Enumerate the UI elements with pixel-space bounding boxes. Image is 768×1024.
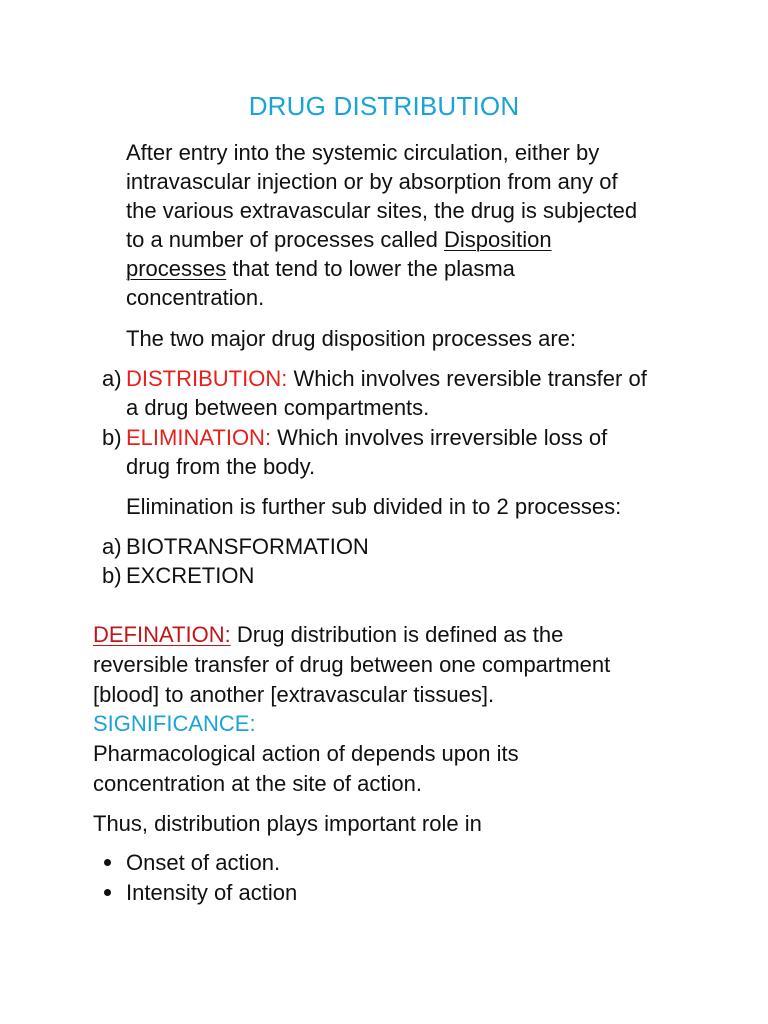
elimination-intro: Elimination is further sub divided in to 2 processes: bbox=[126, 494, 622, 519]
distribution-term: DISTRIBUTION: bbox=[126, 366, 288, 391]
definition-line-1 bbox=[93, 620, 563, 649]
definition-text-1: Drug distribution is defined as the bbox=[230, 622, 564, 647]
list-marker-b: b) bbox=[102, 425, 122, 450]
intro-line-4-text: to a number of processes called bbox=[126, 227, 444, 252]
process-distribution-line-1 bbox=[126, 364, 647, 393]
intro-line-5-text: that tend to lower the plasma bbox=[226, 256, 515, 281]
definition-line-3: [blood] to another [extravascular tissues]. bbox=[93, 682, 495, 707]
list-marker-a: a) bbox=[102, 366, 122, 391]
process-elimination-line-1 bbox=[126, 423, 607, 452]
bullet-onset: Onset of action. bbox=[126, 850, 281, 875]
major-processes-intro: The two major drug disposition processes are: bbox=[126, 326, 576, 351]
intro-line-4 bbox=[126, 225, 552, 254]
elimination-item-biotransformation: BIOTRANSFORMATION bbox=[126, 534, 369, 559]
intro-line-2: intravascular injection or by absorption from any of bbox=[126, 169, 618, 194]
intro-line-1: After entry into the systemic circulation, either by bbox=[126, 140, 600, 165]
elimination-term: ELIMINATION: bbox=[126, 425, 272, 450]
definition-line-2: reversible transfer of drug between one compartment bbox=[93, 652, 611, 677]
distribution-desc-1: Which involves reversible transfer of bbox=[287, 366, 647, 391]
page-title: DRUG DISTRIBUTION bbox=[248, 91, 520, 121]
list-marker-b2: b) bbox=[102, 563, 122, 588]
significance-line-2: concentration at the site of action. bbox=[93, 771, 422, 796]
bullet-dot-2 bbox=[104, 889, 111, 896]
bullet-dot-1 bbox=[104, 859, 111, 866]
elimination-desc-1: Which involves irreversible loss of bbox=[271, 425, 608, 450]
process-elimination-line-2: drug from the body. bbox=[126, 454, 316, 479]
significance-line-1: Pharmacological action of depends upon its bbox=[93, 741, 519, 766]
elimination-item-excretion: EXCRETION bbox=[126, 563, 255, 588]
intro-line-6: concentration. bbox=[126, 285, 265, 310]
definition-term: DEFINATION: bbox=[93, 622, 231, 647]
significance-heading: SIGNIFICANCE: bbox=[93, 711, 256, 736]
intro-line-3: the various extravascular sites, the drug is subjected bbox=[126, 198, 638, 223]
intro-line-5 bbox=[126, 254, 515, 283]
bullet-intensity: Intensity of action bbox=[126, 880, 298, 905]
list-marker-a2: a) bbox=[102, 534, 122, 559]
processes-underlined-term: processes bbox=[126, 256, 227, 281]
disposition-underlined-term: Disposition bbox=[443, 227, 552, 252]
process-distribution-line-2: a drug between compartments. bbox=[126, 395, 430, 420]
thus-line: Thus, distribution plays important role in bbox=[93, 811, 482, 836]
